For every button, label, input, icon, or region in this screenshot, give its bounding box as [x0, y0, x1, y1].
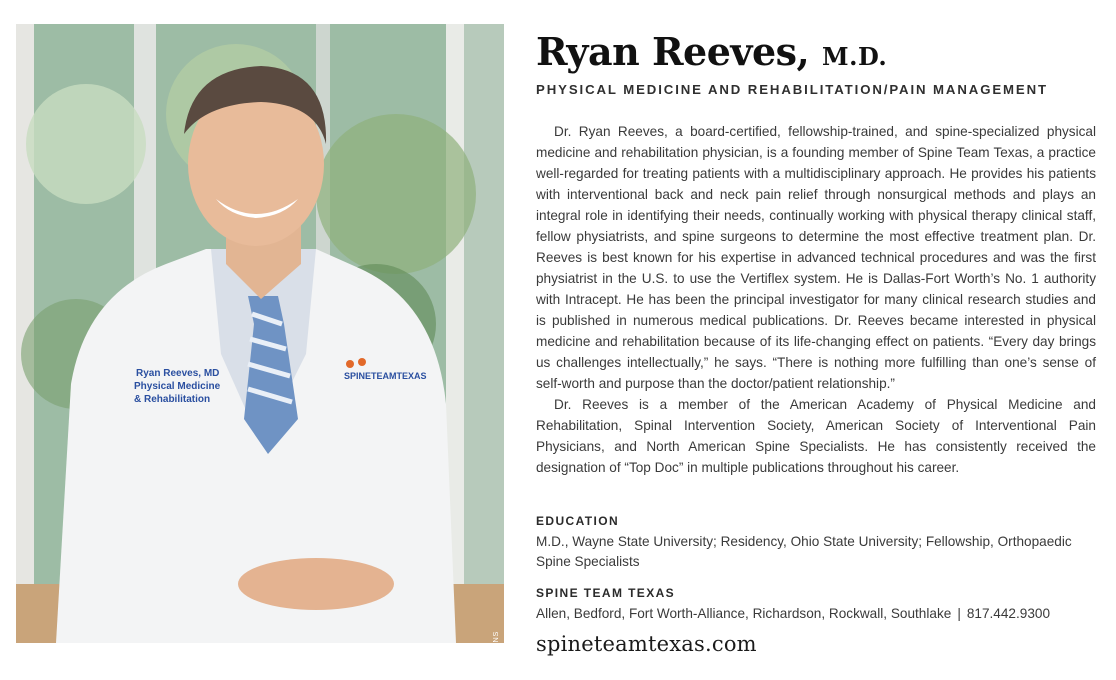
- bio-paragraph-1: Dr. Ryan Reeves, a board-certified, fellowship-trained, and spine-specialized physical medicine and rehabilitation physician, is a founding member of Spine Team Texas, a practice well-regarded for treating patients with a multidisciplinary approach. He provides his patients with interventional back and neck pain relief through nonsurgical methods and plays an integral role in identifying their needs, continually working with physical therapy clinical staff, fellow physiatrists, and spine surgeons to determine the most effective treatment plan. Dr. Reeves is best known for his expertise in advanced technical procedures and was the first physiatrist in the U.S. to use the Vertiflex system. He is Dallas-Fort Worth’s No. 1 authority with Intracept. He has been the principal investigator for many clinical research studies and is published in numerous medical publications. Dr. Reeves became interested in physical medicine and rehabilitation because of its life-changing effect on patients. “Every day brings us challenges intellectually,” he says. “There is nothing more fulfilling than one’s sense of self-worth and purpose than the doctor/patient relationship.”: [536, 124, 1096, 391]
- locations-separator: |: [957, 606, 961, 621]
- profile-content: [536, 30, 1096, 656]
- coat-embroidery-line-1: Ryan Reeves, MD: [136, 368, 220, 379]
- bio-paragraph-2: Dr. Reeves is a member of the American Academy of Physical Medicine and Rehabilitation, Spinal Intervention Society, American Society of Interventional Pain Physicians, and North American Spine Specialists. He has consistently received the designation of “Top Doc” in multiple publications throughout his career.: [536, 397, 1096, 475]
- doctor-credential: M.D.: [822, 42, 888, 71]
- doctor-name-text: Ryan Reeves,: [536, 29, 810, 74]
- photo-credit: USA MEANS: [491, 631, 500, 680]
- coat-embroidery-line-2: Physical Medicine: [134, 381, 221, 392]
- practice-locations: [536, 604, 1096, 624]
- locations-list: Allen, Bedford, Fort Worth-Alliance, Richardson, Rockwall, Southlake: [536, 606, 952, 621]
- website-link[interactable]: spineteamtexas.com: [536, 632, 757, 656]
- coat-logo-text: SPINETEAMTEXAS: [344, 371, 427, 381]
- coat-embroidery-line-3: & Rehabilitation: [134, 394, 211, 405]
- portrait-illustration: [16, 24, 504, 643]
- doctor-portrait-photo: [16, 24, 504, 680]
- practice-heading: SPINE TEAM TEXAS: [536, 586, 676, 600]
- doctor-specialty: PHYSICAL MEDICINE AND REHABILITATION/PAIN MANAGEMENT: [536, 82, 1049, 97]
- coat-logo-figure-icon: [346, 360, 354, 368]
- coat-logo-figure-icon: [358, 358, 366, 366]
- doctor-name: [536, 30, 1096, 79]
- education-text: M.D., Wayne State University; Residency, Ohio State University; Fellowship, Orthopaedic Spine Specialists: [536, 534, 1072, 569]
- education-heading: EDUCATION: [536, 514, 620, 528]
- phone-number[interactable]: 817.442.9300: [966, 606, 1050, 621]
- biography: [536, 121, 1096, 478]
